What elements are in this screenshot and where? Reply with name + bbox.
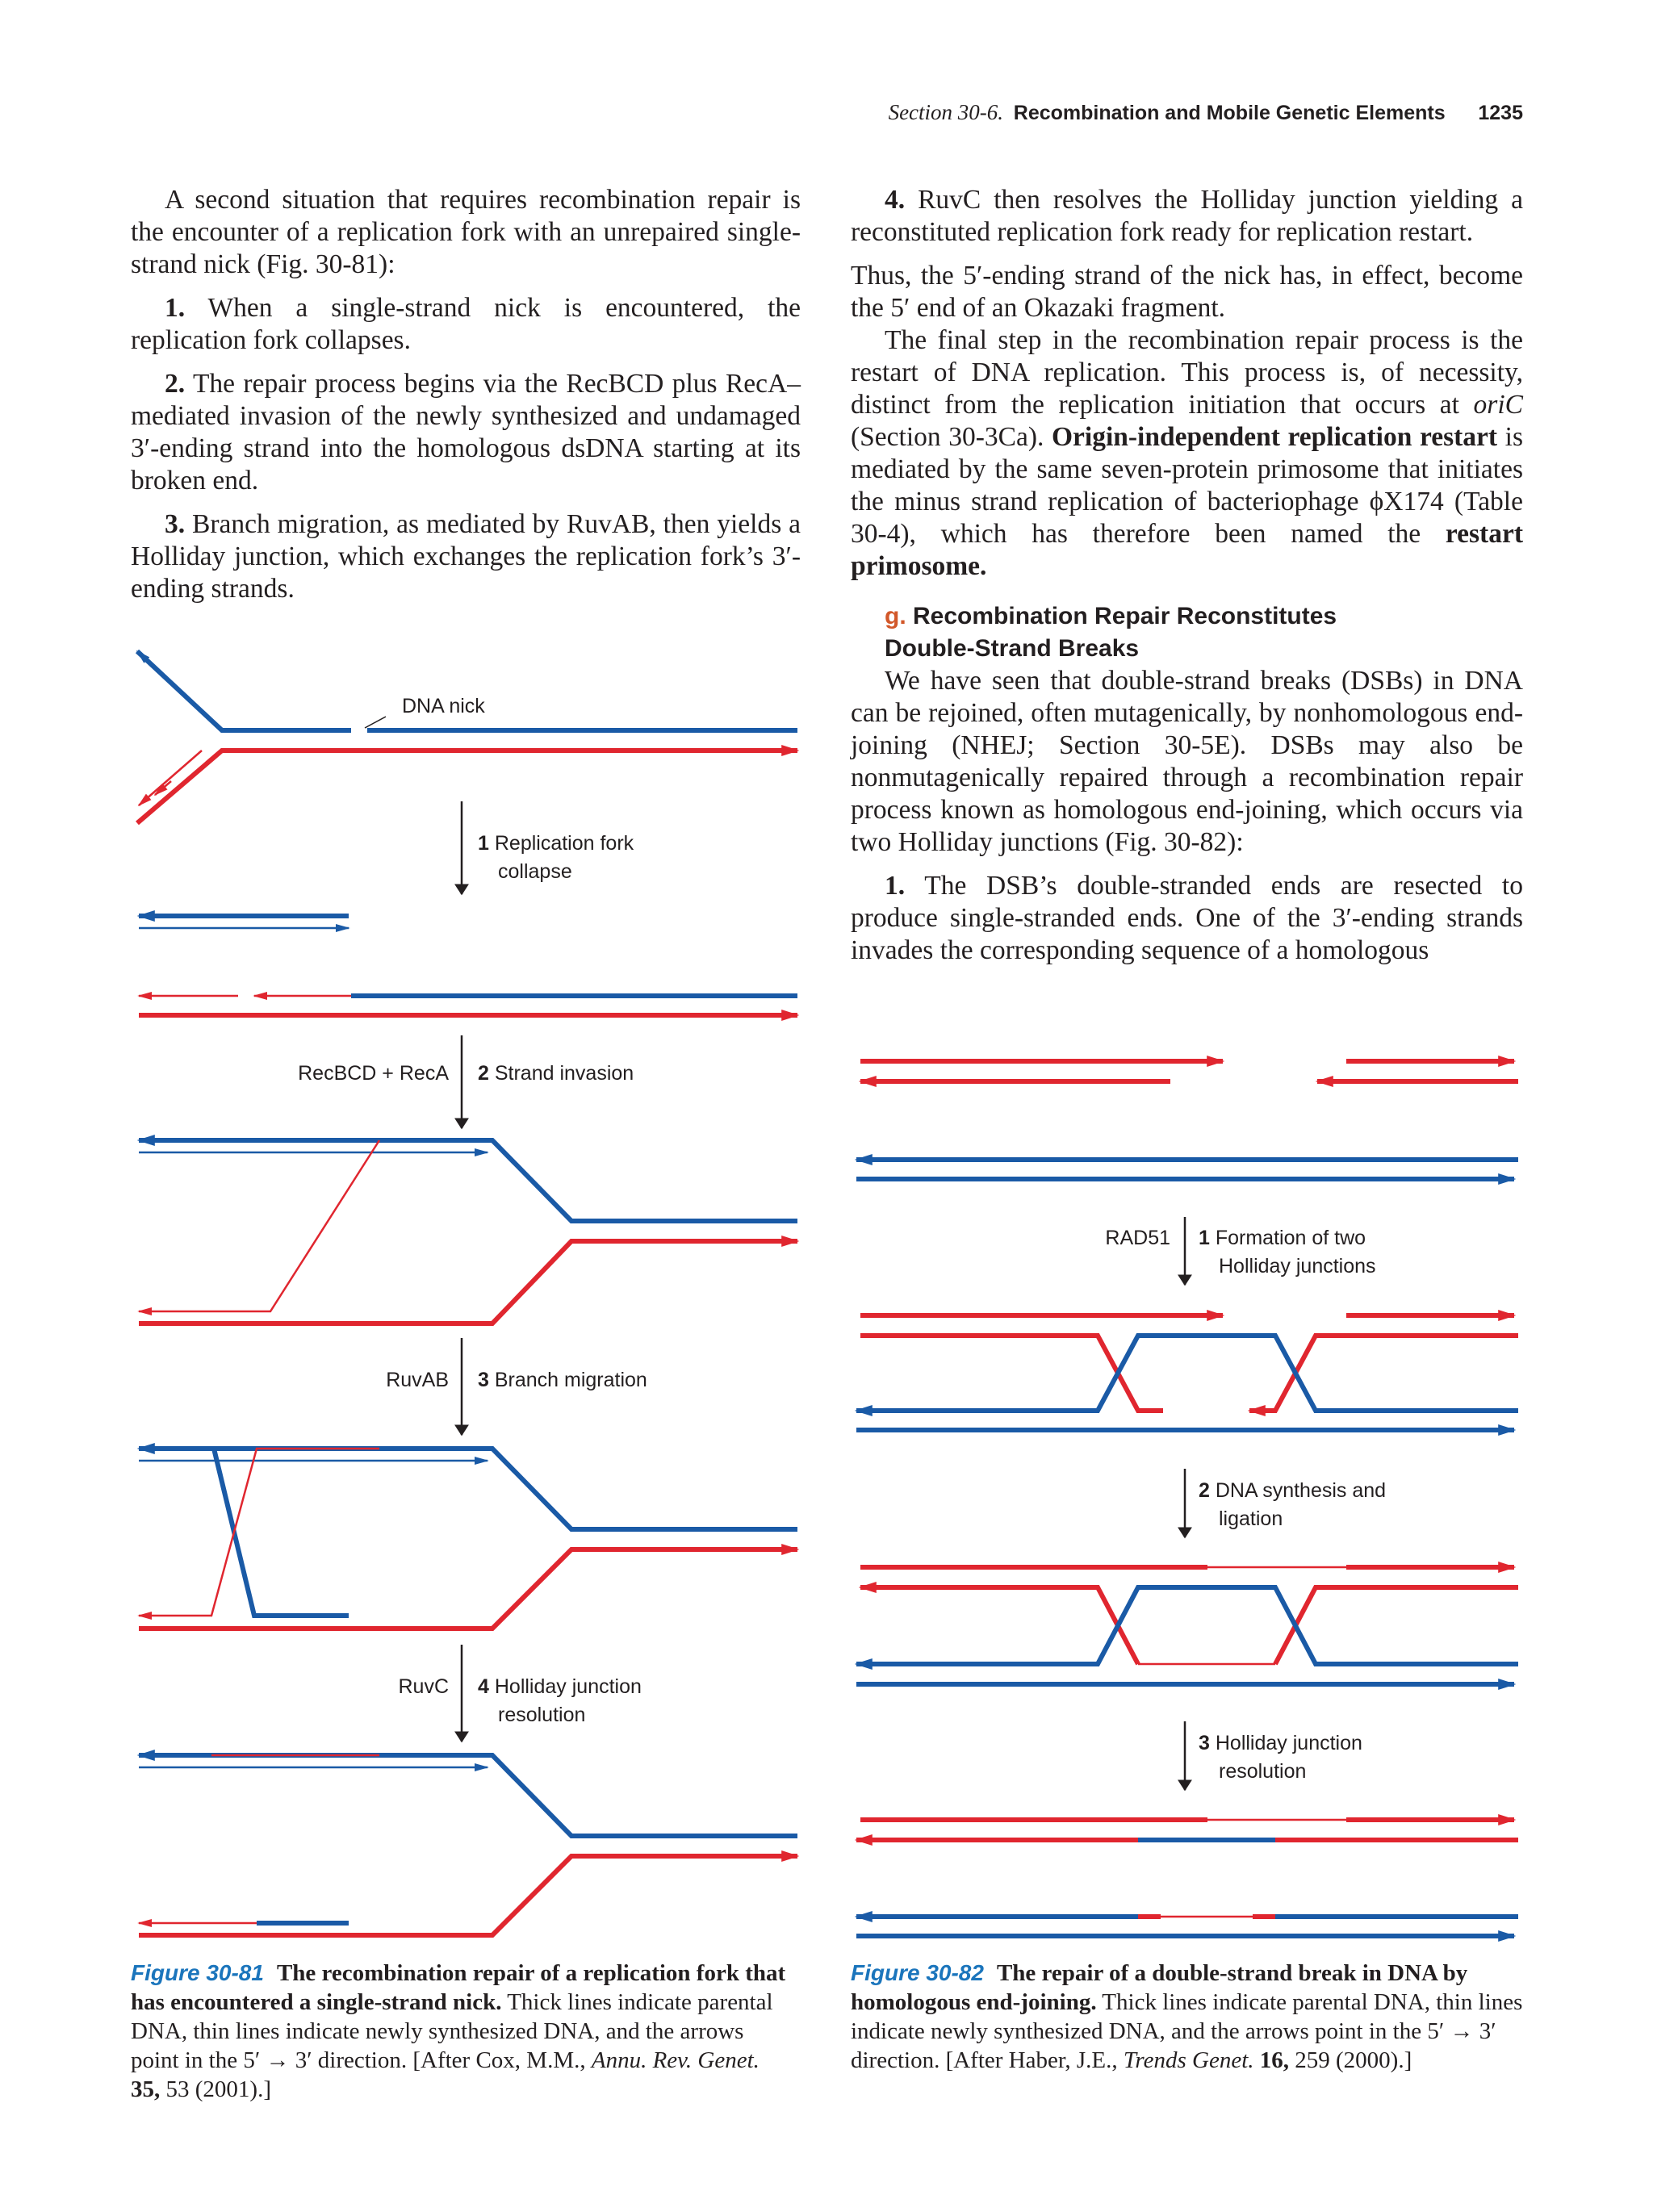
- step-label-2: collapse: [498, 860, 572, 883]
- header-section: Section 30-6.: [888, 100, 1004, 124]
- enzyme-label: RAD51: [1105, 1227, 1170, 1249]
- figure-30-82-diagram: [839, 1041, 1534, 1953]
- paragraph: The final step in the recombination repair process is the restart of DNA replication. This process is, of necessity, distinct from the replication initiation that occurs at oriC (Section 30-3Ca). Origin-independent replication restart is mediated by the same seven-protein primosome that initiates the minus strand replication of bacteriophage ϕX174 (Table 30-4), which has therefore been named the restart primosome.: [851, 325, 1523, 581]
- figure-30-81-diagram: [113, 629, 823, 1953]
- figure-label: Figure 30-82: [851, 1960, 984, 1985]
- list-item: 3. Branch migration, as mediated by RuvAB, then yields a Holliday junction, which exchanges the replication fork’s 3′-ending strands.: [131, 509, 801, 604]
- enzyme-label: RuvAB: [386, 1369, 449, 1391]
- step-label-2: Holliday junctions: [1219, 1255, 1376, 1277]
- step-3: [386, 1338, 647, 1435]
- step-label: 1 Formation of two: [1199, 1227, 1366, 1249]
- parental-strand: [856, 1587, 1518, 1664]
- paragraph: We have seen that double-strand breaks (DSBs) in DNA can be rejoined, often mutagenically, by nonhomologous end-joining (NHEJ; Section 30-5E). DSBs may also be nonmutagenically repaired through a recombination repair process known as homologous end-joining, which occurs via two Holliday junctions (Fig. 30-82):: [851, 666, 1523, 857]
- intro-paragraph: A second situation that requires recombination repair is the encounter of a replication fork with an unrepaired single-strand nick (Fig. 30-81):: [131, 185, 801, 279]
- step-2: [298, 1035, 634, 1128]
- step-label-2: resolution: [498, 1704, 586, 1726]
- list-item: 2. The repair process begins via the RecBCD plus RecA–mediated invasion of the newly synthesized and undamaged 3′-ending strand into the homologous dsDNA starting at its broken end.: [131, 369, 801, 496]
- figure-label: Figure 30-81: [131, 1960, 264, 1985]
- synthesis-and-ligation: [856, 1567, 1518, 1684]
- step-label: 2 Strand invasion: [478, 1062, 634, 1085]
- step-label: 4 Holliday junction: [478, 1675, 642, 1698]
- step-label: 3 Holliday junction: [1199, 1732, 1362, 1754]
- step-label: 1 Replication fork: [478, 832, 634, 855]
- parental-strand: [1249, 1336, 1518, 1411]
- strand-invasion: [139, 1140, 797, 1323]
- right-column-text: [851, 184, 1523, 967]
- list-item: 1. When a single-strand nick is encountered, the replication fork collapses.: [131, 293, 801, 355]
- parental-strand: [860, 1587, 1138, 1664]
- figure-30-82-caption: Figure 30-82 The repair of a double-strand break in DNA by homologous end-joining. Thick lines indicate parental DNA, thin lines indicate newly synthesized DNA, and the arrows point in the 5′ → 3′ direction. [After Haber, J.E., Trends Genet. 16, 259 (2000).]: [851, 1960, 1523, 2073]
- step-label-2: resolution: [1219, 1760, 1307, 1783]
- new-strand: [137, 651, 200, 710]
- page-number: 1235: [1478, 102, 1523, 124]
- parental-strand: [139, 1549, 797, 1629]
- step-label-2: ligation: [1219, 1507, 1283, 1530]
- resolved-fork: [139, 1755, 797, 1935]
- step-1: [1105, 1217, 1375, 1285]
- branch-migration: [139, 1449, 797, 1629]
- two-holliday-junctions: [856, 1315, 1518, 1430]
- double-strand-break: [856, 1061, 1518, 1179]
- step-label: 2 DNA synthesis and: [1199, 1479, 1387, 1502]
- header-title: Recombination and Mobile Genetic Elements: [1013, 102, 1446, 124]
- step-2: [1185, 1469, 1386, 1537]
- step-4: [398, 1645, 641, 1742]
- step-label: 3 Branch migration: [478, 1369, 647, 1391]
- section-subheading: g. Recombination Repair Reconstitutes Double-Strand Breaks: [885, 603, 1337, 662]
- running-header: [839, 100, 1523, 125]
- new-strand: [139, 1140, 379, 1311]
- list-item: 1. The DSB’s double-stranded ends are resected to produce single-stranded ends. One of the 3′-ending strands invades the corresponding sequence of a homologous: [851, 871, 1523, 965]
- step-1: [462, 801, 634, 894]
- enzyme-label: RecBCD + RecA: [298, 1062, 449, 1085]
- left-column-text: [131, 184, 801, 605]
- fork-with-nick: [137, 651, 797, 823]
- parental-strand: [137, 751, 797, 823]
- parental-strand: [856, 1336, 1518, 1411]
- parental-strand: [137, 651, 351, 730]
- nick-pointer: [365, 717, 386, 728]
- list-item: 4. RuvC then resolves the Holliday junction yielding a reconstituted replication fork ready for replication restart.: [851, 185, 1523, 247]
- enzyme-label: RuvC: [398, 1675, 449, 1698]
- step-3: [1185, 1721, 1362, 1790]
- new-strand: [139, 1449, 379, 1616]
- paragraph: Thus, the 5′-ending strand of the nick has, in effect, become the 5′ end of an Okazaki fragment.: [851, 261, 1523, 323]
- resolved-duplexes: [856, 1820, 1518, 1936]
- figure-30-81-caption: Figure 30-81 The recombination repair of a replication fork that has encountered a single-strand nick. Thick lines indicate parental DNA, thin lines indicate newly synthesized DNA, and the arrows point in the 5′ → 3′ direction. [After Cox, M.M., Annu. Rev. Genet. 35, 53 (2001).]: [131, 1960, 786, 2102]
- collapsed-fork: [139, 916, 797, 1015]
- dna-nick-label: DNA nick: [402, 695, 485, 717]
